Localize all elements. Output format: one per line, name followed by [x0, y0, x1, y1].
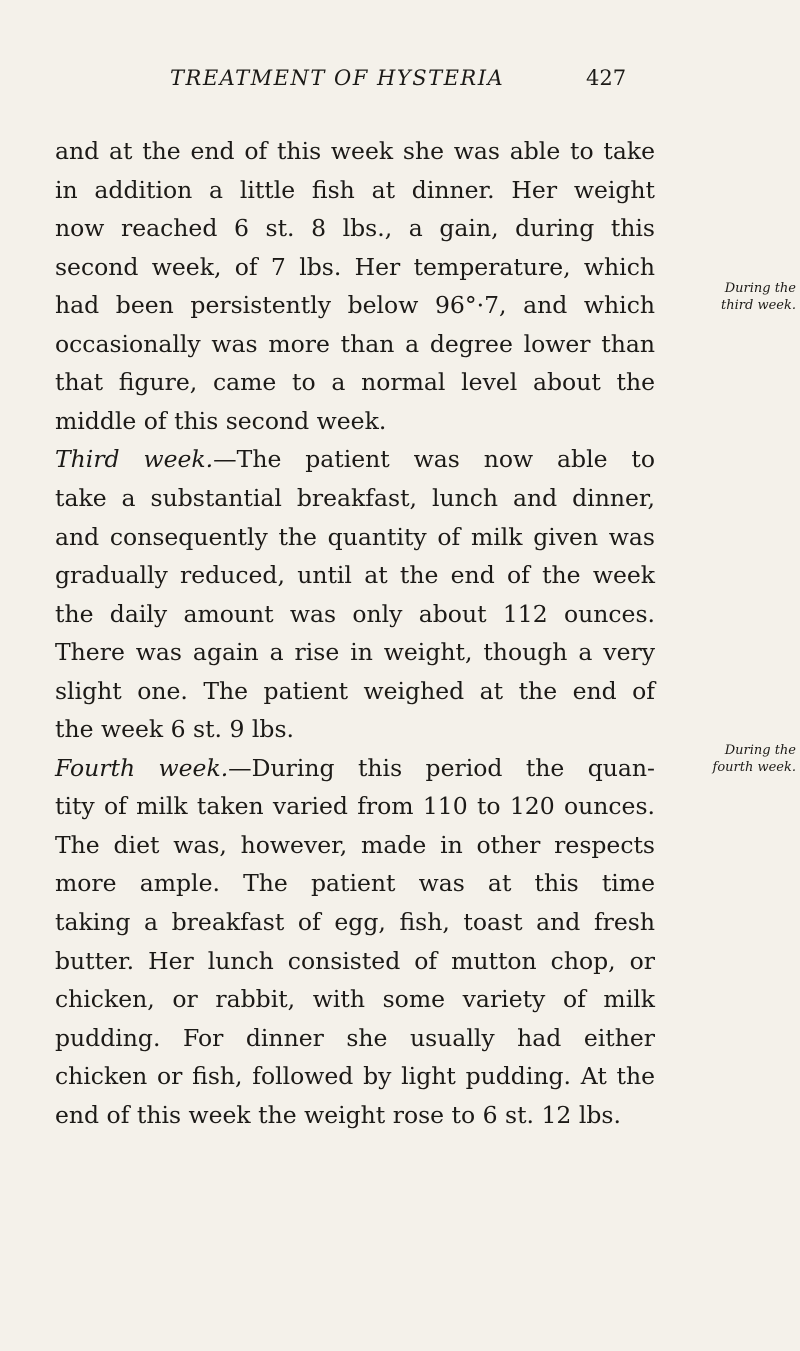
text-line	[55, 942, 655, 980]
margin-note-third-week	[664, 280, 796, 314]
text-line-content: the week 6 st. 9 lbs.	[55, 715, 294, 744]
text-line-content: —The patient was now able to	[213, 445, 655, 474]
text-line	[55, 286, 655, 324]
text-line-content: end of this week the weight rose to 6 st. 12 lbs.	[55, 1100, 621, 1129]
text-line-content: butter. Her lunch consisted of mutton chop, or	[55, 946, 655, 975]
page-number: 427	[586, 66, 627, 90]
text-line-content: the daily amount was only about 112 ounces.	[55, 599, 655, 628]
text-line	[55, 132, 655, 170]
text-line-content: middle of this second week.	[55, 406, 387, 435]
text-line	[55, 518, 655, 556]
margin-note-line: During the	[724, 743, 796, 758]
text-line	[55, 440, 655, 478]
text-line	[55, 864, 655, 902]
text-line-content: taking a breakfast of egg, fish, toast and fresh	[55, 908, 655, 936]
text-line	[55, 633, 655, 671]
text-line-content: and at the end of this week she was able to take	[55, 137, 655, 165]
text-line	[55, 209, 655, 247]
text-line	[55, 749, 655, 787]
text-line	[55, 1057, 655, 1095]
text-line-content: The diet was, however, made in other respects	[55, 830, 655, 859]
text-line-content: gradually reduced, until at the end of the week	[55, 561, 655, 589]
text-line	[55, 1019, 655, 1057]
text-line-content: now reached 6 st. 8 lbs., a gain, during this	[55, 214, 655, 243]
text-line-content: occasionally was more than a degree lower than	[55, 329, 655, 358]
text-line-content: slight one. The patient weighed at the end of	[55, 676, 655, 705]
text-line	[55, 363, 655, 401]
margin-note-fourth-week	[664, 742, 796, 776]
text-line	[55, 980, 655, 1018]
text-line	[55, 325, 655, 363]
text-line	[55, 248, 655, 286]
margin-note-line: fourth week.	[712, 760, 796, 775]
text-line-content: tity of milk taken varied from 110 to 120 ounces.	[55, 792, 655, 821]
text-line	[55, 826, 655, 864]
text-line-content: —During this period the quan-	[228, 753, 655, 782]
section-heading: Fourth week.	[55, 753, 229, 782]
text-line-content: had been persistently below 96°·7, and which	[55, 291, 655, 320]
running-title: TREATMENT OF HYSTERIA	[170, 66, 505, 90]
text-line	[55, 479, 655, 517]
text-line-content: more ample. The patient was at this time	[55, 869, 655, 898]
text-line-content: There was again a rise in weight, though a very	[55, 638, 655, 667]
running-header	[0, 60, 800, 100]
text-line	[55, 1096, 655, 1134]
text-line	[55, 787, 655, 825]
text-line	[55, 556, 655, 594]
text-line-content: second week, of 7 lbs. Her temperature, which	[55, 252, 655, 281]
margin-note-line: During the	[724, 281, 796, 296]
text-line-content: chicken or fish, followed by light pudding. At the	[55, 1062, 655, 1091]
text-line-content: in addition a little fish at dinner. Her weight	[55, 175, 655, 204]
text-line	[55, 903, 655, 941]
text-line	[55, 402, 655, 440]
text-line-content: pudding. For dinner she usually had either	[55, 1023, 655, 1052]
text-line	[55, 595, 655, 633]
text-line-content: and consequently the quantity of milk given was	[55, 522, 655, 551]
text-line-content: that figure, came to a normal level about the	[55, 368, 655, 397]
text-line-content: chicken, or rabbit, with some variety of milk	[55, 985, 655, 1014]
text-line-content: take a substantial breakfast, lunch and dinner,	[55, 483, 655, 512]
margin-note-line: third week.	[721, 298, 796, 313]
text-line	[55, 710, 655, 748]
text-line	[55, 171, 655, 209]
section-heading: Third week.	[55, 445, 214, 474]
text-line	[55, 672, 655, 710]
